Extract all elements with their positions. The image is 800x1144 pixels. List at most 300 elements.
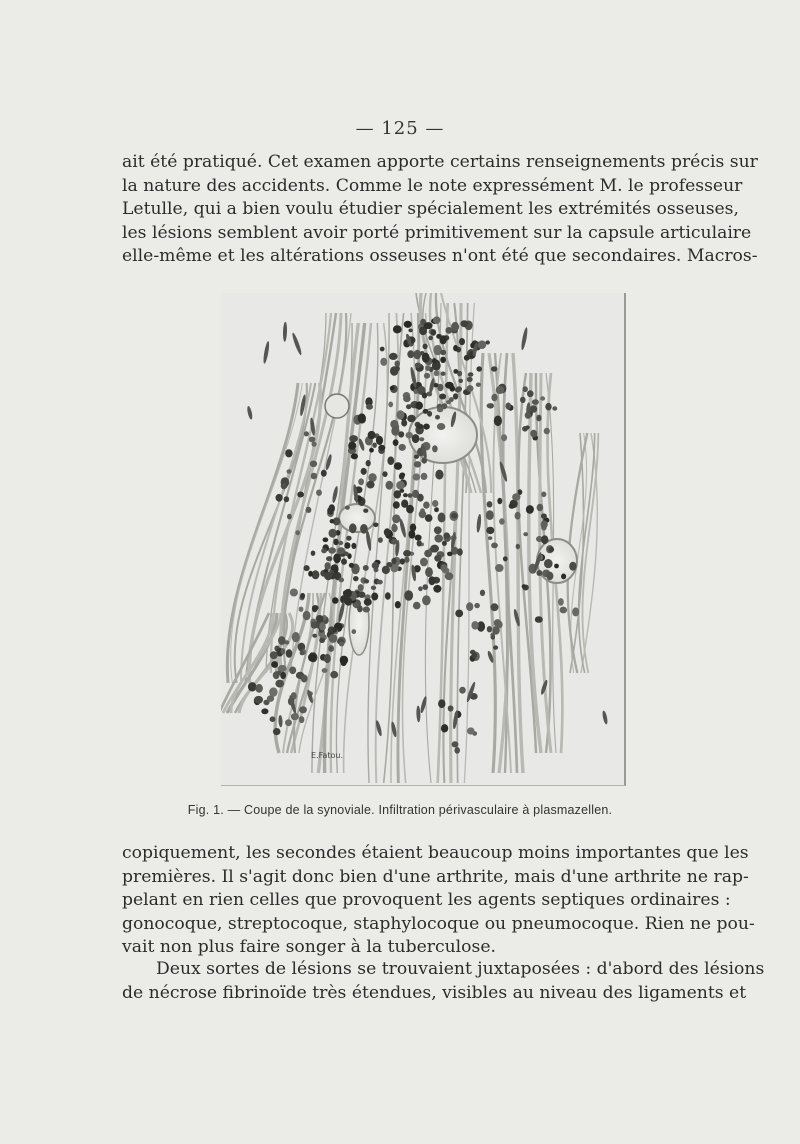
nucleus: [377, 580, 383, 585]
text-line: gonocoque, streptocoque, staphylocoque ou pneumocoque. Rien ne pou-: [122, 913, 755, 934]
nucleus: [423, 502, 430, 509]
nucleus: [447, 552, 453, 557]
nucleus: [493, 645, 498, 649]
nucleus: [275, 680, 284, 688]
nucleus: [430, 545, 439, 553]
nucleus: [290, 589, 298, 597]
nucleus: [388, 402, 393, 408]
nucleus: [501, 434, 507, 441]
nucleus: [421, 473, 428, 480]
nucleus: [541, 535, 548, 544]
nucleus: [382, 471, 387, 477]
nucleus: [287, 469, 292, 474]
nucleus: [358, 584, 364, 591]
nucleus: [434, 555, 441, 562]
nucleus: [316, 615, 323, 622]
fibroblast-nucleus: [331, 486, 338, 504]
nucleus: [418, 586, 423, 591]
nucleus: [371, 593, 378, 601]
nucleus: [467, 377, 473, 382]
nucleus: [340, 656, 348, 665]
nucleus: [278, 636, 286, 645]
nucleus: [394, 366, 400, 371]
nucleus: [304, 565, 310, 571]
nucleus: [523, 386, 528, 392]
nucleus: [276, 671, 281, 676]
nucleus: [349, 563, 354, 568]
text-line: pelant en rien celles que provoquent les agents septiques ordinaires :: [122, 890, 731, 911]
fibroblast-nucleus: [283, 322, 288, 342]
nucleus: [427, 411, 432, 417]
nucleus: [393, 501, 400, 508]
nucleus: [491, 543, 498, 549]
nucleus: [486, 510, 494, 520]
nucleus: [358, 592, 365, 598]
nucleus: [414, 461, 421, 467]
nucleus: [397, 410, 405, 419]
text-line: la nature des accidents. Comme le note expressément M. le professeur: [122, 175, 743, 196]
fibroblast-nucleus: [278, 715, 283, 727]
nucleus: [486, 527, 494, 534]
nucleus: [378, 537, 383, 543]
nucleus: [453, 369, 458, 374]
fibroblast-nucleus: [246, 406, 253, 420]
nucleus: [299, 706, 307, 713]
nucleus: [450, 386, 456, 392]
nucleus: [357, 605, 363, 612]
nucleus: [391, 524, 397, 532]
nucleus: [297, 492, 304, 498]
nucleus: [451, 513, 457, 519]
nucleus: [316, 490, 322, 496]
nucleus: [425, 567, 433, 577]
nucleus: [537, 504, 544, 511]
nucleus: [439, 394, 446, 400]
nucleus: [403, 493, 408, 497]
nucleus: [509, 503, 515, 509]
nucleus: [333, 539, 338, 546]
nucleus: [341, 558, 347, 564]
nucleus: [391, 558, 396, 564]
nucleus: [417, 540, 422, 546]
text-line: premières. Il s'agit donc bien d'une arthrite, mais d'une arthrite ne rap-: [122, 866, 749, 887]
nucleus: [304, 431, 309, 436]
nucleus: [386, 562, 392, 567]
nucleus: [404, 557, 409, 563]
nucleus: [448, 705, 454, 711]
nucleus: [344, 552, 349, 557]
fibroblast-nucleus: [262, 341, 270, 364]
nucleus: [387, 456, 394, 465]
nucleus: [549, 547, 554, 552]
nucleus: [299, 716, 305, 723]
nucleus: [545, 403, 551, 411]
nucleus: [376, 436, 383, 445]
nucleus: [299, 607, 304, 612]
nucleus: [476, 366, 482, 371]
nucleus: [303, 611, 311, 620]
nucleus: [330, 519, 335, 523]
nucleus: [453, 393, 458, 399]
figure-caption: Fig. 1. — Coupe de la synoviale. Infiltration périvasculaire à plasmazellen.: [187, 803, 613, 817]
nucleus: [287, 514, 292, 520]
text-line: Letulle, qui a bien voulu étudier spécialement les extrémités osseuses,: [122, 199, 739, 220]
nucleus: [406, 505, 414, 514]
fibroblast-nucleus: [398, 518, 407, 538]
nucleus: [499, 518, 505, 524]
nucleus: [353, 576, 359, 581]
nucleus: [432, 445, 438, 452]
nucleus: [434, 370, 440, 376]
nucleus: [349, 435, 358, 442]
nucleus: [440, 350, 446, 355]
nucleus: [558, 598, 564, 606]
nucleus: [512, 493, 520, 500]
nucleus: [319, 638, 325, 643]
text-line: de nécrose fibrinoïde très étendues, visibles au niveau des ligaments et: [122, 982, 747, 1003]
nucleus: [457, 548, 463, 555]
nucleus: [328, 547, 336, 553]
nucleus: [312, 570, 320, 579]
nucleus: [561, 574, 566, 580]
nucleus: [368, 473, 376, 482]
nucleus: [406, 432, 413, 439]
fibroblast-nucleus: [291, 332, 303, 356]
nucleus: [329, 529, 337, 538]
nucleus: [546, 572, 553, 580]
nucleus: [311, 551, 316, 556]
nucleus: [476, 383, 481, 387]
nucleus: [393, 325, 402, 333]
nucleus: [445, 572, 454, 580]
nucleus: [333, 627, 338, 632]
nucleus: [415, 535, 422, 541]
nucleus: [436, 334, 442, 339]
nucleus: [351, 543, 356, 549]
nucleus: [441, 564, 448, 572]
nucleus: [321, 548, 327, 553]
nucleus: [366, 481, 374, 489]
nucleus: [285, 719, 292, 726]
nucleus: [491, 366, 498, 371]
nucleus: [459, 338, 465, 345]
nucleus: [541, 492, 546, 498]
nucleus: [312, 634, 317, 638]
bottom-paragraph-1: [122, 842, 755, 960]
nucleus: [276, 494, 283, 502]
nucleus: [325, 562, 331, 570]
nucleus: [399, 444, 406, 451]
nucleus: [440, 357, 446, 363]
nucleus: [458, 379, 463, 383]
fibroblast-nucleus: [416, 706, 421, 723]
fibre-strand: [481, 353, 495, 773]
nucleus: [329, 634, 338, 643]
nucleus: [413, 473, 421, 480]
nucleus: [327, 507, 334, 515]
nucleus: [552, 406, 557, 410]
nucleus: [428, 576, 435, 585]
nucleus: [400, 558, 405, 564]
nucleus: [452, 322, 458, 329]
text-line: vait non plus faire songer à la tuberculose.: [122, 937, 496, 958]
nucleus: [364, 579, 369, 583]
bottom-paragraph-2: [122, 958, 765, 1005]
nucleus: [363, 509, 368, 513]
nucleus: [413, 602, 421, 610]
nucleus: [468, 372, 474, 377]
nucleus: [423, 584, 429, 590]
nucleus: [261, 708, 268, 714]
nucleus: [408, 329, 412, 333]
nucleus: [396, 481, 405, 490]
nucleus: [435, 470, 443, 480]
nucleus: [434, 526, 442, 534]
nucleus: [433, 316, 441, 324]
text-line: copiquement, les secondes étaient beaucoup moins importantes que les: [122, 843, 749, 863]
nucleus: [460, 320, 468, 327]
nucleus: [332, 597, 338, 604]
text-line: ait été pratiqué. Cet examen apporte certains renseignements précis sur: [122, 152, 758, 172]
nucleus: [419, 510, 427, 518]
nucleus: [373, 523, 378, 528]
fibroblast-nucleus: [476, 514, 482, 533]
nucleus: [309, 437, 316, 443]
nucleus: [522, 584, 526, 588]
nucleus: [371, 586, 376, 590]
nucleus: [372, 443, 377, 448]
nucleus: [404, 321, 412, 328]
page-number: — 125 —: [355, 118, 445, 139]
text-line: Deux sortes de lésions se trouvaient juxtaposées : d'abord des lésions: [156, 959, 765, 979]
nucleus: [403, 396, 411, 403]
nucleus: [419, 437, 424, 441]
nucleus: [453, 345, 458, 351]
nucleus: [487, 626, 492, 632]
nucleus: [339, 578, 345, 583]
nucleus: [395, 361, 400, 367]
nucleus: [368, 431, 376, 439]
nucleus: [271, 661, 278, 668]
nucleus: [378, 445, 385, 451]
nucleus: [273, 728, 281, 735]
nucleus: [459, 687, 466, 694]
nucleus: [535, 616, 543, 623]
nucleus: [425, 514, 433, 522]
nucleus: [322, 668, 328, 673]
nucleus: [344, 589, 352, 597]
nucleus: [466, 385, 473, 392]
nucleus: [437, 407, 443, 412]
nucleus: [361, 468, 367, 475]
nucleus: [292, 632, 300, 642]
nucleus: [399, 473, 405, 478]
nucleus: [338, 541, 343, 545]
nucleus: [270, 716, 276, 722]
nucleus: [328, 645, 334, 652]
nucleus: [330, 671, 338, 678]
nucleus: [488, 536, 493, 540]
nucleus: [289, 667, 296, 675]
nucleus: [532, 399, 539, 405]
nucleus: [480, 590, 485, 596]
nucleus: [415, 363, 422, 368]
nucleus: [364, 598, 372, 605]
text-line: elle-même et les altérations osseuses n'ont été que secondaires. Macros-: [122, 246, 758, 267]
text-line: les lésions semblent avoir porté primitivement sur la capsule articulaire: [122, 222, 752, 243]
nucleus: [494, 619, 502, 627]
nucleus: [404, 590, 413, 601]
nucleus: [312, 605, 318, 612]
nucleus: [515, 512, 521, 520]
nucleus: [497, 498, 502, 504]
nucleus: [408, 493, 413, 498]
nucleus: [352, 629, 357, 634]
nucleus: [390, 386, 395, 390]
nucleus: [410, 524, 416, 532]
nucleus: [380, 358, 387, 366]
nucleus: [270, 651, 278, 659]
nucleus: [254, 696, 263, 704]
nucleus: [344, 542, 350, 549]
nucleus: [491, 603, 499, 611]
nucleus: [523, 532, 528, 536]
nucleus: [446, 400, 451, 404]
nucleus: [491, 394, 497, 401]
nucleus: [474, 603, 480, 608]
nucleus: [455, 610, 463, 618]
nucleus: [337, 547, 345, 554]
nucleus: [544, 428, 550, 435]
nucleus: [285, 449, 292, 457]
nucleus: [281, 648, 286, 654]
nucleus: [434, 534, 443, 542]
nucleus: [432, 358, 437, 364]
nucleus: [389, 353, 398, 360]
nucleus: [393, 439, 399, 446]
nucleus: [295, 530, 300, 535]
nucleus: [348, 442, 356, 450]
nucleus: [415, 402, 423, 410]
nucleus: [526, 508, 531, 513]
nucleus: [366, 404, 373, 410]
nucleus: [344, 597, 352, 605]
nucleus: [394, 462, 402, 470]
nucleus: [401, 419, 407, 426]
nucleus: [487, 501, 493, 507]
nucleus: [438, 699, 445, 708]
nucleus: [308, 653, 316, 662]
nucleus: [569, 562, 576, 571]
nucleus: [310, 461, 317, 468]
nucleus: [541, 520, 548, 528]
nucleus: [544, 559, 553, 568]
nucleus: [560, 607, 568, 614]
nucleus: [366, 460, 371, 466]
nucleus: [267, 695, 274, 702]
nucleus: [428, 336, 433, 341]
nucleus: [435, 415, 440, 420]
nucleus: [417, 494, 424, 502]
nucleus: [292, 713, 299, 720]
nucleus: [349, 523, 357, 533]
nucleus: [441, 372, 446, 376]
nucleus: [323, 537, 329, 542]
nucleus: [472, 652, 477, 658]
histology-illustration: [221, 293, 626, 786]
nucleus: [486, 340, 490, 344]
nucleus: [506, 403, 512, 410]
nucleus: [300, 650, 305, 655]
nucleus: [433, 585, 441, 593]
nucleus: [385, 592, 391, 599]
nucleus: [363, 607, 370, 613]
nucleus: [423, 344, 428, 350]
nucleus: [536, 415, 541, 422]
nucleus: [520, 397, 526, 403]
nucleus: [554, 564, 559, 569]
nucleus: [422, 392, 427, 398]
nucleus: [386, 481, 394, 490]
nucleus: [516, 544, 520, 549]
nucleus: [530, 430, 537, 438]
artist-signature: E.Fatou.: [311, 751, 344, 760]
nucleus: [392, 514, 400, 523]
nucleus: [452, 741, 459, 747]
nucleus: [423, 424, 430, 430]
nucleus: [284, 496, 289, 502]
nucleus: [424, 373, 430, 379]
fibroblast-nucleus: [520, 327, 528, 351]
nucleus: [345, 506, 350, 510]
synovial-section-drawing: [221, 293, 624, 785]
nucleus: [300, 593, 305, 599]
nucleus: [403, 550, 411, 557]
nucleus: [394, 490, 402, 498]
nucleus: [312, 442, 317, 447]
nucleus: [339, 642, 344, 647]
nucleus: [432, 500, 438, 507]
nucleus: [311, 473, 317, 480]
fibroblast-nucleus: [602, 710, 609, 725]
nucleus: [572, 607, 579, 616]
nucleus: [369, 448, 374, 453]
nucleus: [358, 478, 364, 485]
nucleus: [536, 570, 542, 576]
nucleus: [442, 541, 447, 546]
nucleus: [407, 350, 414, 358]
nucleus: [454, 747, 460, 754]
nucleus: [490, 633, 495, 637]
nucleus: [487, 403, 493, 408]
nucleus: [358, 413, 366, 423]
nucleus: [441, 724, 448, 732]
nucleus: [471, 621, 478, 630]
nucleus: [324, 654, 331, 663]
nucleus: [478, 340, 486, 349]
nucleus: [466, 602, 473, 611]
nucleus: [540, 396, 545, 400]
nucleus: [422, 595, 431, 605]
nucleus: [391, 426, 399, 435]
nucleus: [541, 513, 547, 518]
nucleus: [431, 329, 437, 336]
nucleus: [326, 556, 332, 561]
nucleus: [417, 424, 424, 429]
nucleus: [495, 564, 504, 572]
nucleus: [306, 507, 312, 513]
nucleus: [281, 483, 286, 489]
